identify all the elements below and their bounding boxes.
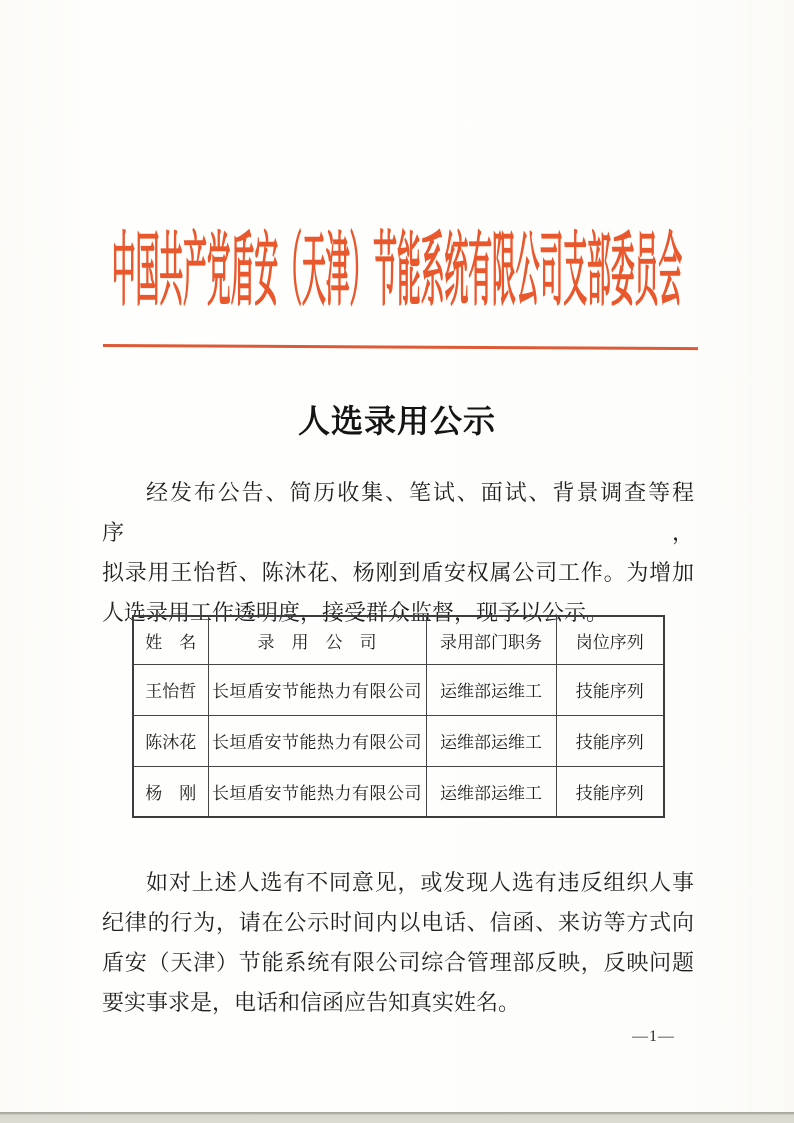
letterhead-divider (103, 344, 698, 350)
cell-position: 运维部运维工 (426, 766, 556, 817)
table-row (133, 715, 664, 766)
cell-sequence: 技能序列 (556, 766, 664, 817)
document-title: 人选录用公示 (297, 403, 496, 439)
table-header-row (133, 616, 664, 664)
cell-company: 长垣盾安节能热力有限公司 (208, 715, 426, 766)
candidate-table (132, 615, 665, 818)
closing-paragraph (102, 863, 694, 1023)
intro-line-2: 拟录用王怡哲、陈沐花、杨刚到盾安权属公司工作。为增加 (102, 560, 694, 585)
table-row (133, 664, 664, 715)
intro-paragraph (102, 473, 694, 633)
col-header-sequence: 岗位序列 (556, 616, 664, 664)
col-header-position: 录用部门职务 (426, 616, 556, 664)
closing-line-2: 纪律的行为，请在公示时间内以电话、信函、来访等方式向 (102, 910, 694, 935)
cell-company: 长垣盾安节能热力有限公司 (208, 766, 426, 817)
cell-sequence: 技能序列 (556, 664, 664, 715)
col-header-company: 录 用 公 司 (208, 616, 426, 664)
cell-sequence: 技能序列 (556, 715, 664, 766)
cell-name: 王怡哲 (133, 664, 208, 715)
cell-name: 陈沐花 (133, 715, 208, 766)
scan-edge-shadow (0, 1112, 794, 1123)
cell-position: 运维部运维工 (426, 664, 556, 715)
closing-line-3: 盾安（天津）节能系统有限公司综合管理部反映，反映问题 (102, 950, 694, 975)
cell-name: 杨 刚 (133, 766, 208, 817)
intro-line-3: 人选录用工作透明度，接受群众监督，现予以公示。 (102, 600, 609, 625)
cell-company: 长垣盾安节能热力有限公司 (208, 664, 426, 715)
letterhead-org-name: 中国共产党盾安（天津）节能系统有限公司支部委员会 (111, 226, 683, 316)
intro-line-1: 经发布公告、简历收集、笔试、面试、背景调查等程序， (102, 480, 694, 545)
table-row (133, 766, 664, 817)
col-header-name: 姓 名 (133, 616, 208, 664)
closing-line-1: 如对上述人选有不同意见，或发现人选有违反组织人事 (146, 870, 694, 895)
cell-position: 运维部运维工 (426, 715, 556, 766)
closing-line-4: 要实事求是，电话和信函应告知真实姓名。 (102, 990, 521, 1015)
page-number: —1— (632, 1028, 675, 1045)
